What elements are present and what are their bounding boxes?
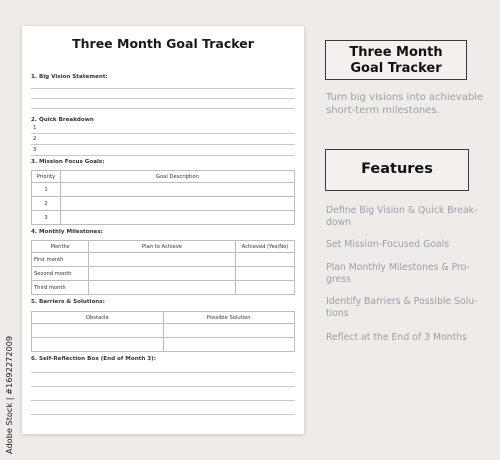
achieved-cell[interactable] bbox=[236, 267, 295, 281]
breakdown-number-2: 2 bbox=[33, 136, 37, 142]
reflection-line-1 bbox=[31, 372, 295, 373]
sidebar-title-line-1: Three Month bbox=[349, 45, 443, 60]
reflection-heading: 6. Self-Reflection Box (End of Month 3): bbox=[31, 356, 156, 362]
mission-goals-heading: 3. Mission Focus Goals: bbox=[31, 159, 105, 165]
reflection-line-4 bbox=[31, 414, 295, 415]
month-label: First month bbox=[32, 253, 89, 267]
plan-cell[interactable] bbox=[89, 253, 236, 267]
col-achieved: Achieved (Yes/No) bbox=[236, 241, 295, 253]
quick-breakdown-heading: 2. Quick Breakdown bbox=[31, 117, 94, 123]
monthly-milestones-table bbox=[31, 240, 295, 295]
barriers-heading: 5. Barriers & Solutions: bbox=[31, 299, 105, 305]
sidebar-tagline: Turn big visions into achievable short-term milestones. bbox=[326, 92, 484, 116]
vision-line-2 bbox=[31, 98, 295, 99]
month-label: Third month bbox=[32, 281, 89, 295]
features-heading-box bbox=[325, 149, 469, 191]
col-obstacle: Obstacle bbox=[32, 312, 164, 324]
col-goal-description: Goal Description bbox=[61, 171, 295, 183]
col-solution: Possible Solution bbox=[163, 312, 295, 324]
reflection-line-3 bbox=[31, 400, 295, 401]
sheet-title: Three Month Goal Tracker bbox=[72, 36, 254, 51]
breakdown-line-1 bbox=[31, 133, 295, 134]
feature-item: Reflect at the End of 3 Months bbox=[326, 332, 467, 343]
breakdown-number-3: 3 bbox=[33, 147, 37, 153]
barriers-table bbox=[31, 311, 295, 352]
breakdown-number-1: 1 bbox=[33, 125, 37, 131]
goal-cell[interactable] bbox=[61, 197, 295, 211]
priority-cell: 1 bbox=[32, 183, 61, 197]
col-priority: Priority bbox=[32, 171, 61, 183]
solution-cell[interactable] bbox=[163, 324, 295, 338]
goal-cell[interactable] bbox=[61, 211, 295, 225]
vision-line-3 bbox=[31, 108, 295, 109]
planner-sheet bbox=[22, 26, 304, 434]
mission-goals-table bbox=[31, 170, 295, 225]
priority-cell: 2 bbox=[32, 197, 61, 211]
achieved-cell[interactable] bbox=[236, 253, 295, 267]
col-months: Months bbox=[32, 241, 89, 253]
vision-line-1 bbox=[31, 88, 295, 89]
priority-cell: 3 bbox=[32, 211, 61, 225]
reflection-line-2 bbox=[31, 386, 295, 387]
obstacle-cell[interactable] bbox=[32, 338, 164, 352]
plan-cell[interactable] bbox=[89, 267, 236, 281]
monthly-milestones-heading: 4. Monthly Milestones: bbox=[31, 229, 103, 235]
achieved-cell[interactable] bbox=[236, 281, 295, 295]
big-vision-heading: 1. Big Vision Statement: bbox=[31, 74, 108, 80]
sidebar-title-box bbox=[325, 40, 467, 80]
feature-item: Define Big Vision & Quick Break- down bbox=[326, 205, 478, 228]
stock-id-watermark: Adobe Stock | #1692272009 bbox=[4, 335, 14, 454]
col-plan: Plan to Achieve bbox=[89, 241, 236, 253]
plan-cell[interactable] bbox=[89, 281, 236, 295]
breakdown-line-2 bbox=[31, 144, 295, 145]
features-heading: Features bbox=[361, 161, 433, 177]
solution-cell[interactable] bbox=[163, 338, 295, 352]
feature-item: Set Mission-Focused Goals bbox=[326, 239, 450, 250]
goal-cell[interactable] bbox=[61, 183, 295, 197]
sidebar-title-line-2: Goal Tracker bbox=[350, 61, 442, 76]
obstacle-cell[interactable] bbox=[32, 324, 164, 338]
feature-item: Identify Barriers & Possible Solu- tions bbox=[326, 296, 478, 319]
breakdown-line-3 bbox=[31, 155, 295, 156]
feature-item: Plan Monthly Milestones & Pro- gress bbox=[326, 262, 470, 285]
month-label: Second month bbox=[32, 267, 89, 281]
